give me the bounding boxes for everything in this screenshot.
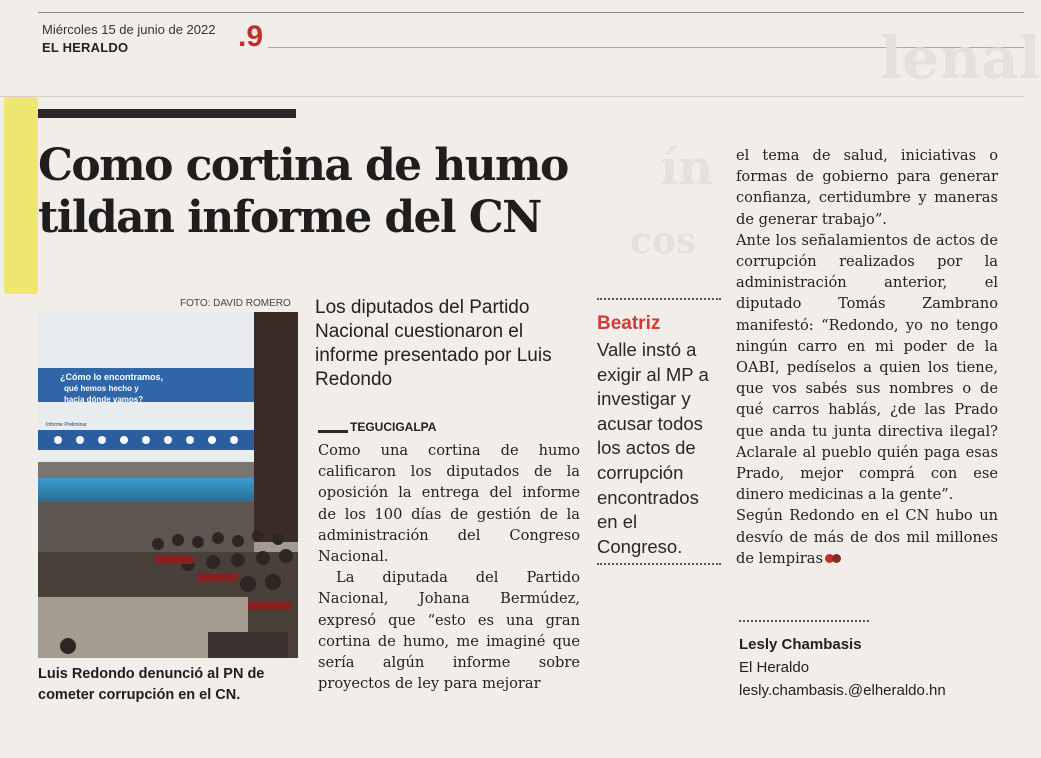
screen-title-line-2: qué hemos hecho y [64, 384, 139, 393]
byline-name: Lesly Chambasis [739, 636, 862, 653]
article-deck: Los diputados del Partido Nacional cuestionaron el informe presentado por Luis Redondo [315, 297, 552, 390]
pullquote-text: Valle instó a exigir al MP a investigar y acusar todos los actos de corrupción encontrados en el Congreso. [597, 339, 709, 557]
bleed-through-text: cos [630, 220, 697, 262]
screen-title-line-1: ¿Cómo lo encontramos, [60, 372, 164, 382]
byline-rule [739, 620, 869, 622]
paragraph: Como una cortina de humo calificaron los diputados de la oposición la entrega del informe de los 100 días de gestión de la administración del Congreso Nacional. [318, 442, 580, 566]
paragraph: el tema de salud, iniciativas o formas de gobierno para generar confianza, certidumbre y maneras de generar trabajo”. [736, 147, 998, 228]
dateline: TEGUCIGALPA [350, 420, 437, 434]
bleed-through-text: lenal [880, 24, 1041, 92]
photo-credit: FOTO: DAVID ROMERO [180, 298, 291, 309]
bleed-through-text: ín [660, 140, 714, 196]
headline [38, 140, 658, 244]
article-photo [38, 312, 298, 658]
paragraph: La diputada del Partido Nacional, Johana Bermúdez, expresó que “esto es una gran cortina de humo, me imaginé que sería algún informe sobre proyectos de ley para mejorar [318, 569, 580, 693]
page-number: .9 [238, 20, 264, 53]
article-body-column-4 [736, 145, 998, 569]
paragraph-text: Según Redondo en el CN hubo un desvío de más de dos mil millones de lempiras [736, 507, 998, 567]
end-of-article-icon [825, 548, 839, 569]
byline-email: lesly.chambasis.@elheraldo.hn [739, 682, 946, 699]
headline-bar [38, 109, 296, 118]
photo-illustration [38, 312, 298, 658]
bleed-through-rule [0, 96, 1024, 97]
photo-caption: Luis Redondo denunció al PN de cometer corrupción en el CN. [38, 666, 265, 703]
dateline-bar [318, 430, 348, 433]
highlighter-mark [4, 97, 38, 294]
article-body-column-2 [318, 440, 580, 694]
pullquote-bottom-rule [597, 563, 721, 565]
paragraph: Ante los señalamientos de actos de corrupción realizados por la administración anterior, el diputado Tomás Zambrano manifestó: “Redondo, yo no tengo ningún carro en mi poder de la OABI, pedíselos a quien los tiene, que vos sabés sus nombres o de qué carros hablás, ¿de las Prado que anda tu junta directiva ilegal? Aclarale al pueblo quién paga esas Prado, mejor comprá con ese dinero medicinas a la gente”. [736, 231, 998, 504]
headline-line-2: tildan informe del CN [38, 192, 541, 243]
paragraph-last [736, 505, 998, 569]
byline-org: El Heraldo [739, 659, 810, 676]
top-rule [38, 12, 1024, 13]
screen-title-line-3: hacia dónde vamos? [64, 395, 144, 404]
pullquote-top-rule [597, 298, 721, 300]
newspaper-name: EL HERALDO [42, 40, 129, 55]
issue-date: Miércoles 15 de junio de 2022 [42, 22, 216, 37]
pullquote-name: Beatriz [597, 313, 661, 334]
headline-line-1: Como cortina de humo [38, 140, 568, 191]
screen-footer-text: Informe Preliminar [46, 422, 87, 428]
